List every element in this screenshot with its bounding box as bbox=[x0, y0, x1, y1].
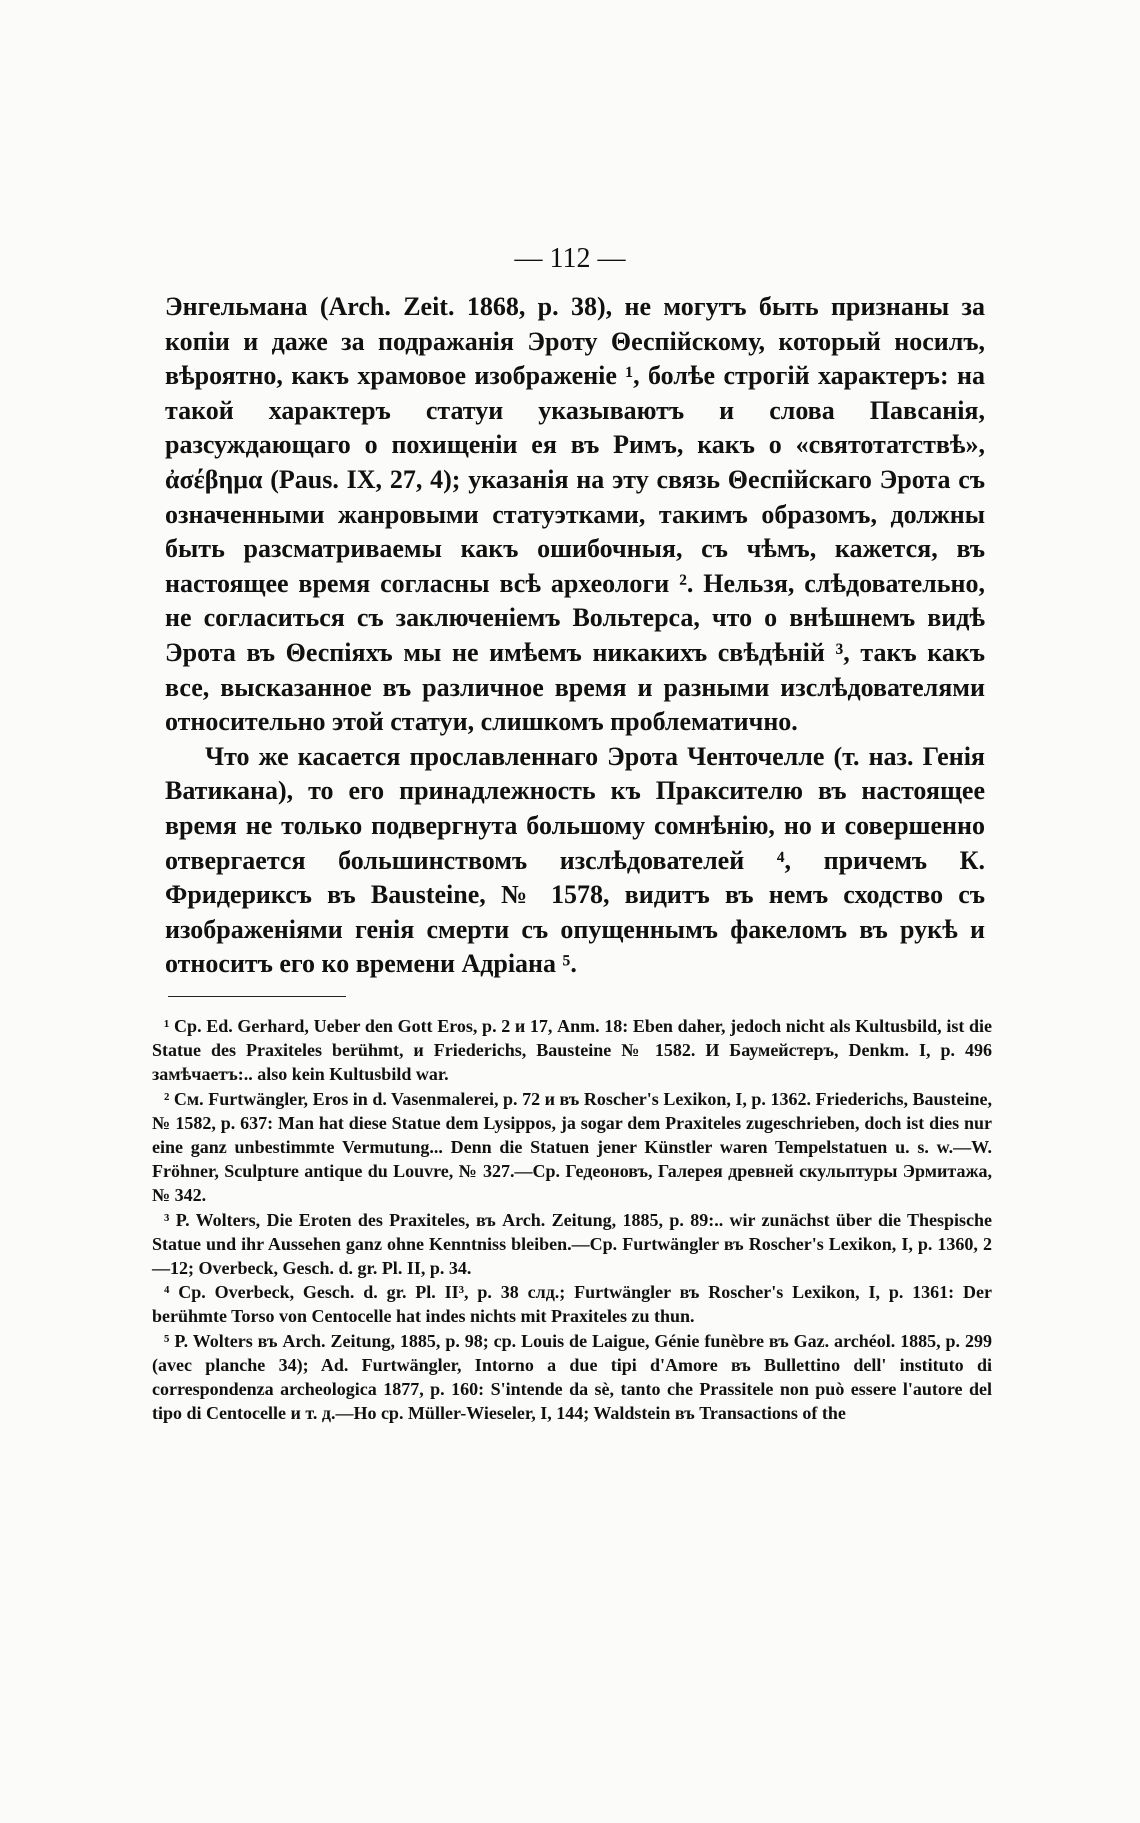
footnote-2: ² См. Furtwängler, Eros in d. Vasenmalerei, p. 72 и въ Roscher's Lexikon, I, p. 1362. Friederichs, Bausteine, № 1582, p. 637: Man hat diese Statue dem Lysippos, ja sogar dem Praxiteles zugeschrieben, doch ist dies nur eine ganz unbestimmte Vermutung... Denn die Statuen jener Künstler waren Tempelstatuen u. s. w.—W. Fröhner, Sculpture antique du Louvre, № 327.—Ср. Гедеоновъ, Галерея древней скульптуры Эрмитажа, № 342. bbox=[152, 1088, 992, 1206]
footnote-5: ⁵ P. Wolters въ Arch. Zeitung, 1885, p. 98; cp. Louis de Laigue, Génie funèbre въ Gaz. archéol. 1885, p. 299 (avec planche 34); Ad. Furtwängler, Intorno a due tipi d'Amore въ Bullettino dell' instituto di correspondenza archeologica 1877, p. 160: S'intende da sè, tanto che Prassitele non può essere l'autore del tipo di Centocelle и т. д.—Но ср. Müller-Wieseler, I, 144; Waldstein въ Transactions of the bbox=[152, 1330, 992, 1424]
footnote-3: ³ P. Wolters, Die Eroten des Praxiteles, въ Arch. Zeitung, 1885, p. 89:.. wir zunächst über die Thespische Statue und ihr Aussehen ganz ohne Kenntniss bleiben.—Cp. Furtwängler въ Roscher's Lexikon, I, p. 1360, 2—12; Overbeck, Gesch. d. gr. Pl. II, p. 34. bbox=[152, 1209, 992, 1279]
footnotes bbox=[152, 1014, 992, 1425]
footnote-4: ⁴ Cp. Overbeck, Gesch. d. gr. Pl. II³, p. 38 слд.; Furtwängler въ Roscher's Lexikon, I, p. 1361: Der berühmte Torso von Centocelle hat indes nichts mit Praxiteles zu thun. bbox=[152, 1282, 992, 1327]
main-text bbox=[165, 290, 985, 982]
page-number: — 112 — bbox=[514, 243, 626, 274]
paragraph-1: Энгельмана (Arch. Zeit. 1868, p. 38), не могутъ быть признаны за копіи и даже за подражанія Эроту Θеспійскому, который носилъ, вѣроятно, какъ храмовое изображеніе ¹, болѣе строгій характеръ: на такой характеръ статуи указываютъ и слова Павсанія, разсуждающаго о похищеніи ея въ Римъ, какъ о «святотатствѣ», ἀσέβημα (Paus. IX, 27, 4); указанія на эту связь Θеспійскаго Эрота съ означенными жанровыми статуэтками, такимъ образомъ, должны быть разсматриваемы какъ ошибочныя, съ чѣмъ, кажется, въ настоящее время согласны всѣ археологи ². Нельзя, слѣдовательно, не согласиться съ заключеніемъ Вольтерса, что о внѣшнемъ видѣ Эрота въ Θеспіяхъ мы не имѣемъ никакихъ свѣдѣній ³, такъ какъ все, высказанное въ различное время и разными изслѣдователями относительно этой статуи, слишкомъ проблематично. bbox=[165, 292, 985, 737]
footnote-separator bbox=[168, 996, 346, 997]
paragraph-2: Что же касается прославленнаго Эрота Ченточелле (т. наз. Генія Ватикана), то его принадлежность къ Праксителю въ настоящее время не только подвергнута большому сомнѣнію, но и совершенно отвергается большинствомъ изслѣдователей ⁴, причемъ К. Фридериксъ въ Bausteine, № 1578, видитъ въ немъ сходство съ изображеніями генія смерти съ опущеннымъ факеломъ въ рукѣ и относитъ его ко времени Адріана ⁵. bbox=[165, 741, 985, 979]
footnote-1: ¹ Cp. Ed. Gerhard, Ueber den Gott Eros, p. 2 и 17, Anm. 18: Eben daher, jedoch nicht als Kultusbild, ist die Statue des Praxiteles berühmt, и Friederichs, Bausteine № 1582. И Баумейстеръ, Denkm. I, p. 496 замѣчаетъ:.. also kein Kultusbild war. bbox=[152, 1016, 992, 1085]
